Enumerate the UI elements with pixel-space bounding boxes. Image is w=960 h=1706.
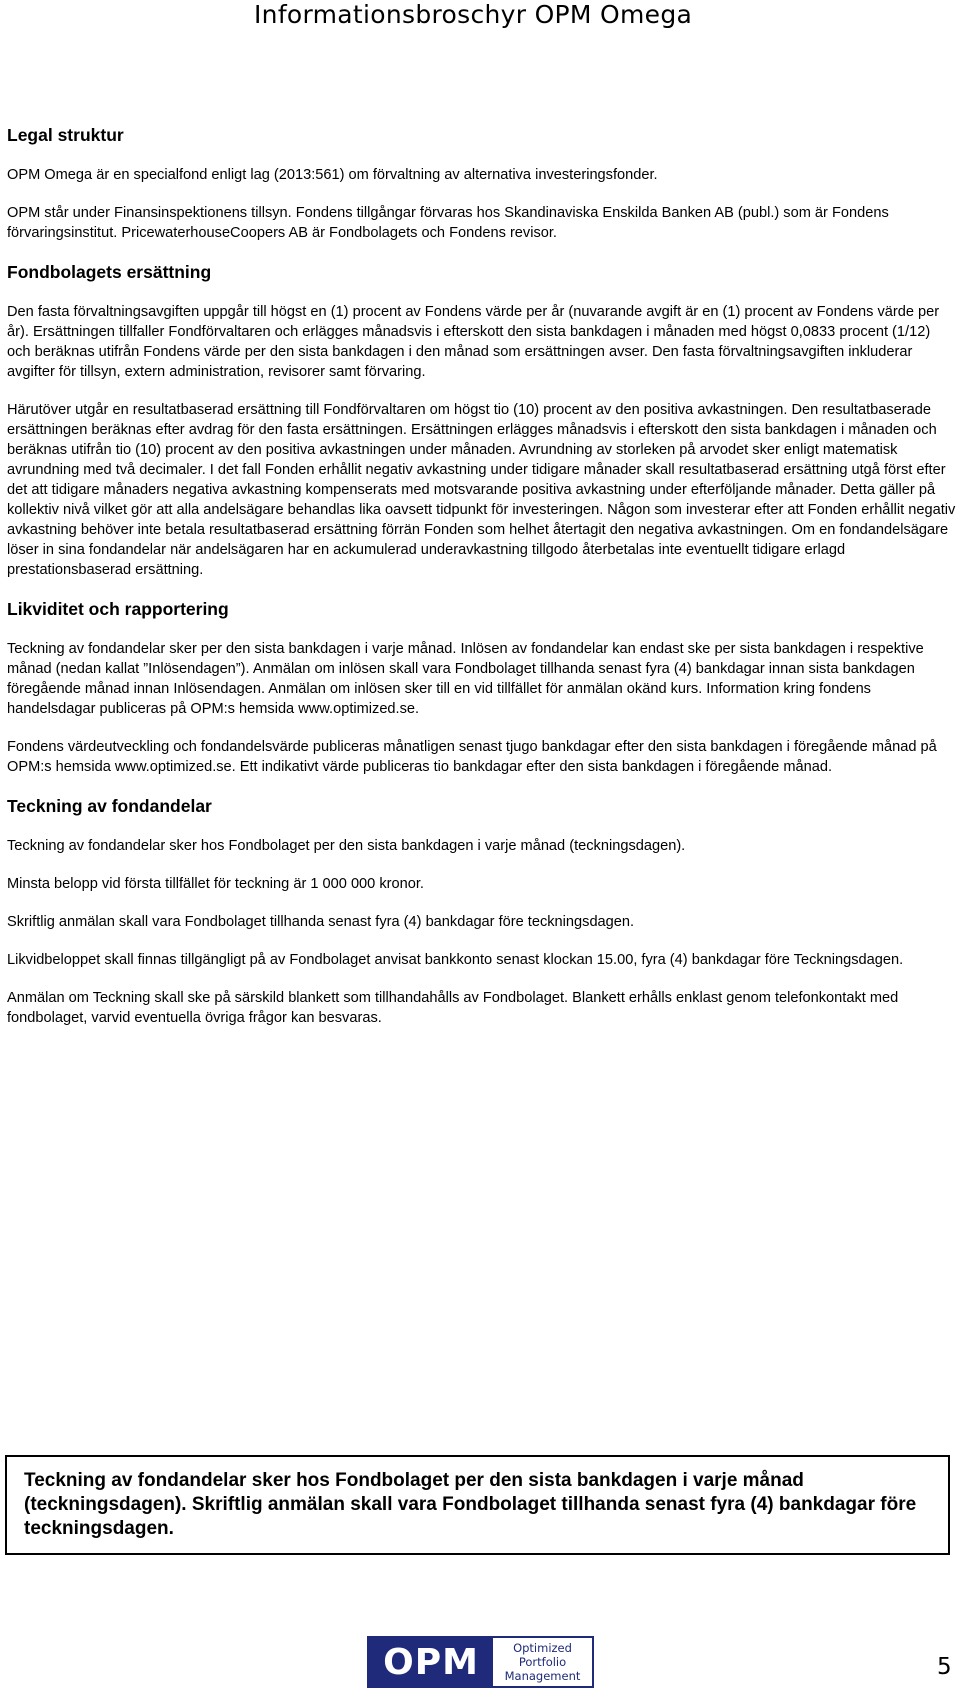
- paragraph: Skriftlig anmälan skall vara Fondbolaget tillhanda senast fyra (4) bankdagar före teckningsdagen.: [7, 914, 635, 930]
- callout-text: Teckning av fondandelar sker hos Fondbolaget per den sista bankdagen i varje månad (teckningsdagen). Skriftlig anmälan skall vara Fondbolaget tillhanda senast fyra (4) bankdagar före teckningsdagen.: [24, 1470, 917, 1539]
- page-number: 5: [937, 1654, 952, 1680]
- paragraph: Den fasta förvaltningsavgiften uppgår till högst en (1) procent av Fondens värde per år (nuvarande avgift är en (1) procent av Fondens värde per år). Ersättningen tillfaller Fondförvaltaren och erlägges månadsvis i efterskott den sista bankdagen i månaden med högst 0,0833 procent (1/12) och beräknas utifrån Fondens värde per den sista bankdagen i den månad som ersättningen avser. Den fasta förvaltningsavgiften inkluderar avgifter för tillsyn, extern administration, revisorer samt förvaring.: [7, 304, 940, 380]
- logo-mark: OPM: [369, 1638, 493, 1686]
- section-fee: [7, 261, 957, 580]
- paragraph: Teckning av fondandelar sker hos Fondbolaget per den sista bankdagen i varje månad (teckningsdagen).: [7, 838, 686, 854]
- logo-line: Optimized: [513, 1641, 572, 1655]
- paragraph: Minsta belopp vid första tillfället för teckning är 1 000 000 kronor.: [7, 876, 424, 892]
- logo-line: Management: [504, 1669, 581, 1683]
- section-subscription: [7, 795, 957, 1028]
- summary-callout-box: [5, 1455, 950, 1555]
- paragraph: Anmälan om Teckning skall ske på särskild blankett som tillhandahålls av Fondbolaget. Blankett erhålls enklast genom telefonkontakt med fondbolaget, varvid eventuella övriga frågor kan besvaras.: [7, 990, 899, 1026]
- logo-wordmark: [493, 1638, 592, 1686]
- opm-logo: [367, 1636, 594, 1688]
- section-heading: Legal struktur: [7, 125, 124, 145]
- section-liquidity-reporting: [7, 598, 957, 777]
- logo-line: Portfolio: [518, 1655, 567, 1669]
- paragraph: Teckning av fondandelar sker per den sista bankdagen i varje månad. Inlösen av fondandelar kan endast ske per sista bankdagen i respektive månad (nedan kallat ”Inlösendagen”). Anmälan om inlösen skall vara Fondbolaget tillhanda senast fyra (4) bankdagar innan sista bankdagen föregående månad innan Inlösendagen. Anmälan om inlösen sker till en vid tillfället för anmälan okänd kurs. Information kring fondens handelsdagar publiceras på OPM:s hemsida www.optimized.se.: [7, 641, 924, 717]
- section-legal-structure: [7, 124, 957, 243]
- section-heading: Teckning av fondandelar: [7, 796, 212, 816]
- section-heading: Fondbolagets ersättning: [7, 262, 212, 282]
- document-body: [7, 124, 957, 1028]
- paragraph: Härutöver utgår en resultatbaserad ersättning till Fondförvaltaren om högst tio (10) procent av den positiva avkastningen. Den resultatbaserade ersättningen beräknas efter avdrag för den fasta ersättningen. Ersättningen erlägges månadsvis i efterskott den sista bankdagen i månaden och beräknas utifrån tio (10) procent av den positiva avkastningen under månaden. Avrundning av storleken på arvodet sker enligt matematisk avrundning med två decimaler. I det fall Fonden erhållit negativ avkastning under tidigare månader skall resultatbaserad ersättning utgå först efter det att tidigare månaders negativa avkastning kompenserats med motsvarande positiva avkastning under efterföljande månader. Detta gäller på kollektiv nivå vilket gör att alla andelsägare behandlas lika oavsett tidpunkt för investeringen. Någon som investerar efter att Fonden erhållit negativ avkastning behöver inte betala resultatbaserad ersättning förrän Fonden som helhet återtagit den negativa avkastningen. Om en fondandelsägare löser in sina fondandelar när andelsägaren har en ackumulerad underavkastning tillgodo återbetalas inte eventuellt tidigare erlagd prestationsbaserad ersättning.: [7, 402, 956, 578]
- paragraph: OPM Omega är en specialfond enligt lag (2013:561) om förvaltning av alternativa investeringsfonder.: [7, 167, 658, 183]
- paragraph: Likvidbeloppet skall finnas tillgängligt på av Fondbolaget anvisat bankkonto senast klockan 15.00, fyra (4) bankdagar före Teckningsdagen.: [7, 952, 904, 968]
- paragraph: OPM står under Finansinspektionens tillsyn. Fondens tillgångar förvaras hos Skandinaviska Enskilda Banken AB (publ.) som är Fondens förvaringsinstitut. PricewaterhouseCoopers AB är Fondbolagets och Fondens revisor.: [7, 205, 889, 241]
- paragraph: Fondens värdeutveckling och fondandelsvärde publiceras månatligen senast tjugo bankdagar efter den sista bankdagen i föregående månad på OPM:s hemsida www.optimized.se. Ett indikativt värde publiceras tio bankdagar efter den sista bankdagen i föregående månad.: [7, 739, 937, 775]
- document-header-title: Informationsbroschyr OPM Omega: [254, 0, 693, 29]
- section-heading: Likviditet och rapportering: [7, 599, 229, 619]
